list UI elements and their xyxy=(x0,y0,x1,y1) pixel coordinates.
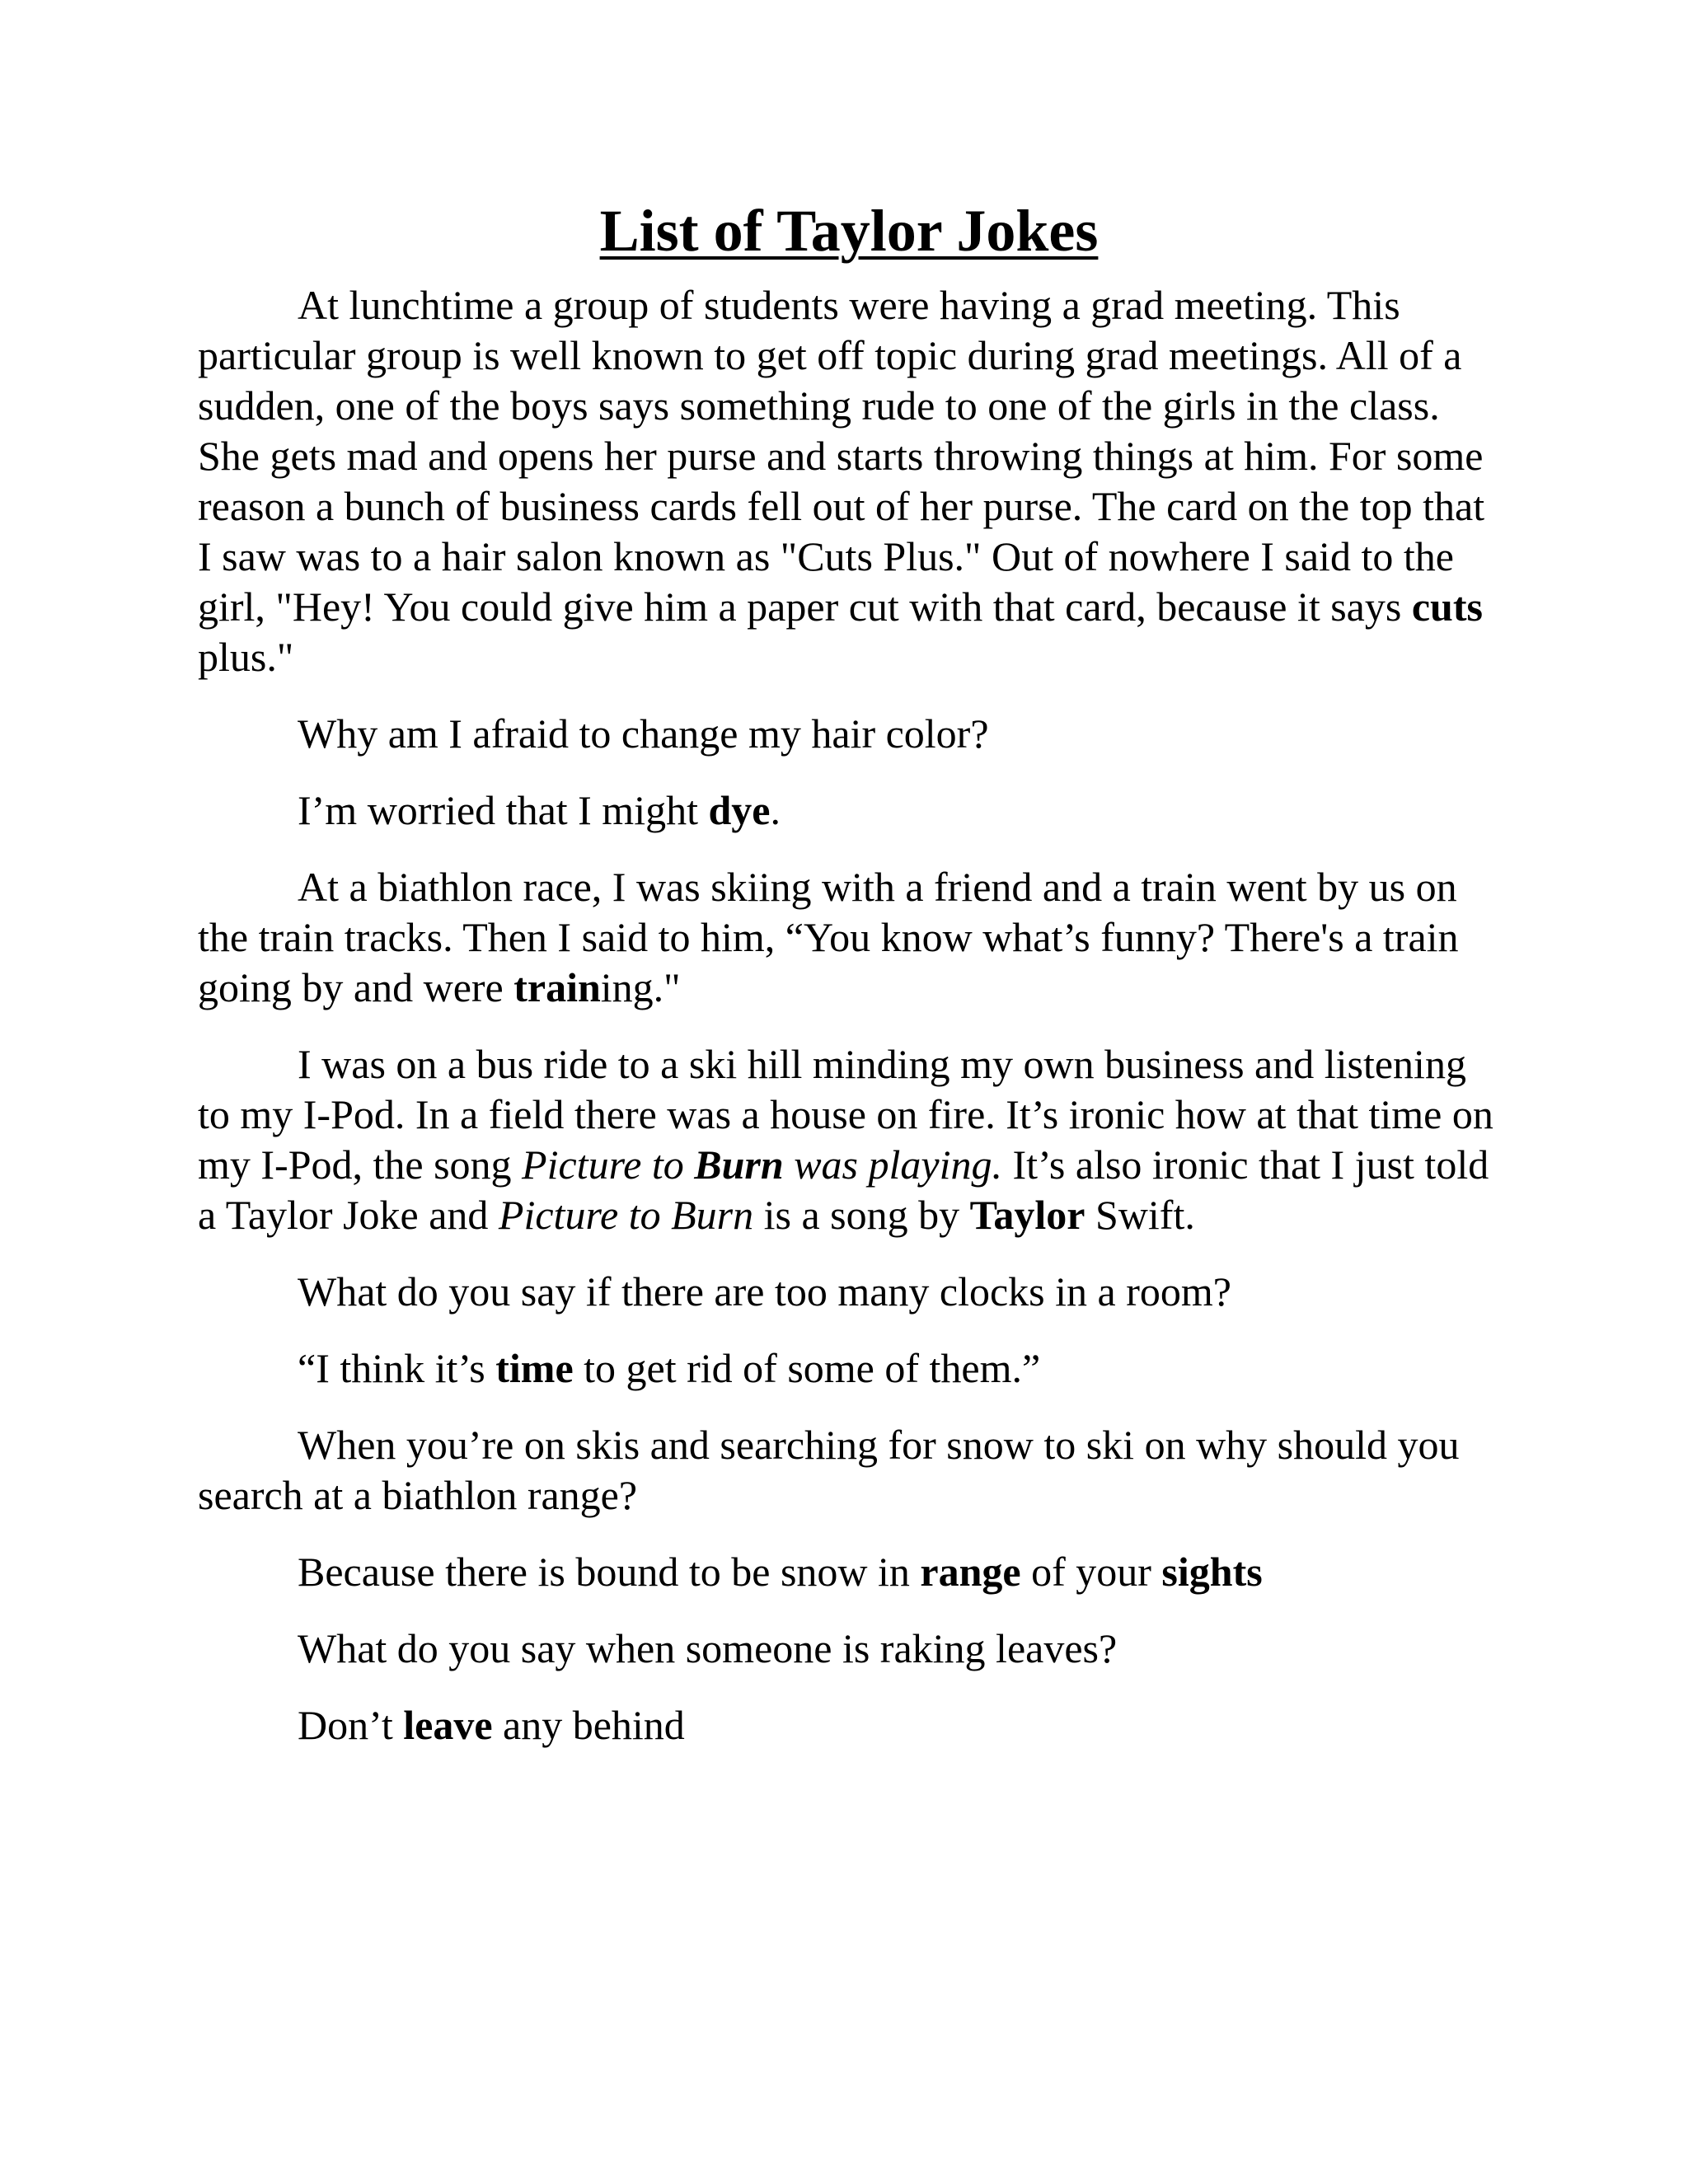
joke-paragraph-grad-meeting xyxy=(198,280,1500,682)
text-run: . xyxy=(770,787,781,833)
text-run: “I think it’s xyxy=(298,1345,496,1391)
bold-word: time xyxy=(495,1345,574,1391)
joke-question-biathlon-range: When you’re on skis and searching for snow to ski on why should you search at a biathlon range? xyxy=(198,1422,1460,1518)
joke-paragraph-picture-to-burn xyxy=(198,1039,1500,1240)
joke-answer-dye xyxy=(198,785,1500,836)
italic-run: Picture to Burn xyxy=(498,1192,754,1238)
bold-italic-word: Burn xyxy=(694,1141,784,1188)
joke-question-hair-color: Why am I afraid to change my hair color? xyxy=(298,710,989,757)
document-body xyxy=(198,191,1500,1777)
text-run: At lunchtime a group of students were having a grad meeting. This particular group is well known to get off topic during grad meetings. All of a sudden, one of the boys says something rude to one of the girls in the class. She gets mad and opens her purse and starts throwing things at him. For some reason a bunch of business cards fell out of her purse. The card on the top that I saw was to a hair salon known as "Cuts Plus." Out of nowhere I said to the girl, "Hey! You could give him a paper cut with that card, because it says xyxy=(198,282,1485,630)
text-run: I was on a bus ride to a ski hill minding my own business and listening to my I-Pod. In a field there was a house on fire. It’s ironic how at that time on my I-Pod, the song xyxy=(198,1041,1493,1188)
bold-word: cuts xyxy=(1411,583,1483,630)
text-run: At a biathlon race, I was skiing with a friend and a train went by us on the train tracks. Then I said to him, “You know what’s funny? There's a train going by and were xyxy=(198,864,1459,1010)
document-title: List of Taylor Jokes xyxy=(599,198,1099,264)
italic-run: Picture to xyxy=(522,1141,695,1188)
bold-word: dye xyxy=(708,787,771,833)
joke-answer-time xyxy=(198,1343,1500,1394)
bold-word: Taylor xyxy=(969,1192,1085,1238)
text-run: to get rid of some of them.” xyxy=(573,1345,1041,1391)
joke-answer-leave xyxy=(198,1700,1500,1750)
bold-word: leave xyxy=(403,1702,493,1748)
text-run: I’m worried that I might xyxy=(298,787,709,833)
bold-word: train xyxy=(513,964,601,1010)
text-run: Because there is bound to be snow in xyxy=(298,1549,921,1595)
joke-answer-range xyxy=(198,1547,1500,1597)
text-run: Swift. xyxy=(1085,1192,1195,1238)
text-run: is a song by xyxy=(753,1192,970,1238)
text-run: It’s also ironic that I just told a Taylor Joke and xyxy=(198,1141,1489,1238)
joke-paragraph-train xyxy=(198,862,1500,1013)
text-run: of your xyxy=(1020,1549,1162,1595)
joke-question-leaves: What do you say when someone is raking leaves? xyxy=(298,1625,1118,1671)
text-run: Don’t xyxy=(298,1702,404,1748)
text-run: ing." xyxy=(600,964,681,1010)
bold-word: sights xyxy=(1161,1549,1263,1595)
italic-run: was playing. xyxy=(783,1141,1002,1188)
text-run: plus." xyxy=(198,634,294,680)
text-run: any behind xyxy=(492,1702,685,1748)
bold-word: range xyxy=(920,1549,1021,1595)
joke-question-clocks: What do you say if there are too many clocks in a room? xyxy=(298,1268,1231,1315)
